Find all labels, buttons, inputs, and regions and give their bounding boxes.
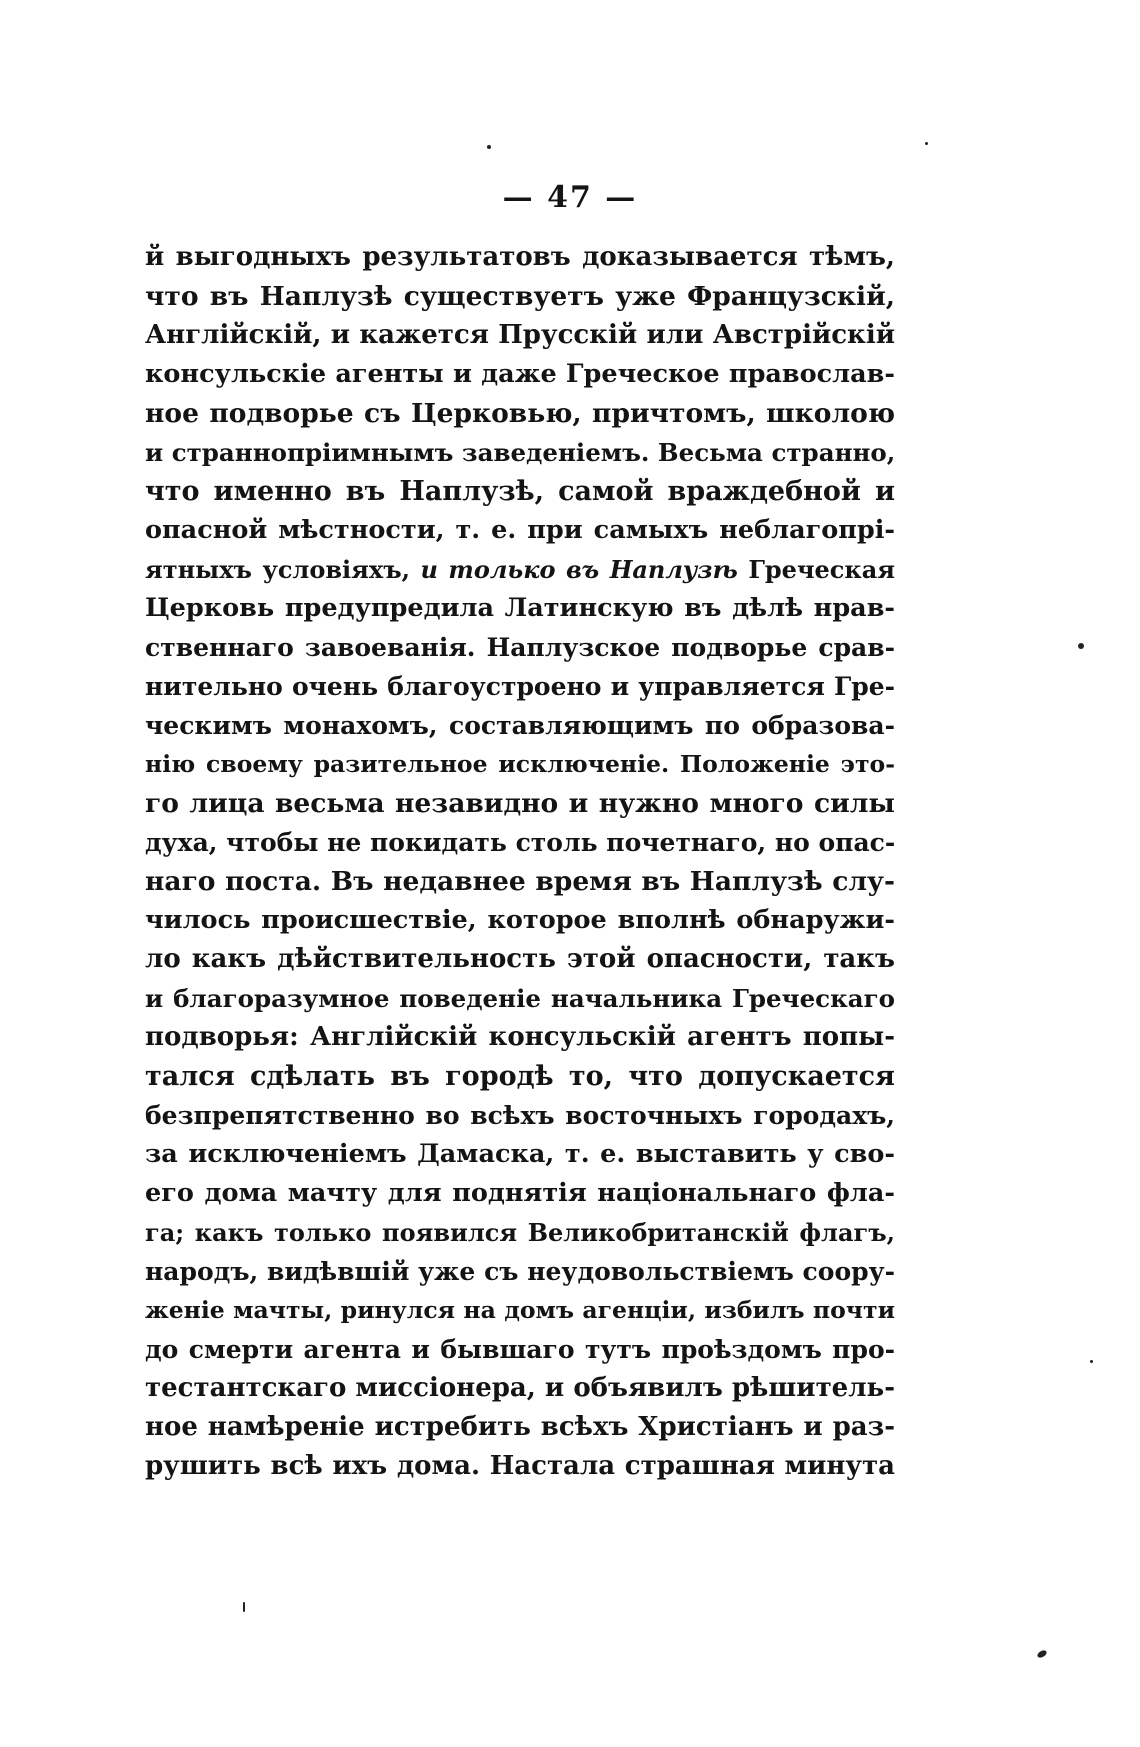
scan-speck (925, 142, 928, 145)
text-segment: Греческая (748, 555, 896, 584)
text-line: женіе мачты, ринулся на домъ агенціи, избилъ почти (145, 1296, 895, 1324)
text-line: ческимъ монахомъ, составляющимъ по образова- (145, 711, 895, 740)
text-line-mixed (145, 550, 895, 589)
body-text (145, 238, 895, 1486)
text-segment: ятныхъ условіяхъ, (145, 555, 410, 584)
text-line: нію своему разительное исключеніе. Положеніе это- (145, 750, 895, 778)
text-line: что въ Наплузѣ существуетъ уже Французскій, (145, 281, 895, 312)
text-line: го лица весьма незавидно и нужно много силы (145, 788, 895, 819)
text-line: наго поста. Въ недавнее время въ Наплузѣ слу- (145, 866, 895, 897)
text-line: духа, чтобы не покидать столь почетнаго, но опас- (145, 828, 896, 857)
text-line: й выгодныхъ результатовъ доказывается тѣмъ, (145, 242, 895, 272)
text-line: безпрепятственно во всѣхъ восточныхъ городахъ, (145, 1101, 895, 1130)
text-line: подворья: Англійскій консульскій агентъ попы- (145, 1022, 895, 1052)
text-line: тестантскаго миссіонера, и объявилъ рѣшитель- (145, 1373, 895, 1403)
scan-speck (1090, 1360, 1093, 1363)
text-line: что именно въ Наплузѣ, самой враждебной и (145, 476, 895, 507)
scan-speck (243, 1602, 245, 1612)
text-line: и страннопріимнымъ заведеніемъ. Весьма странно, (145, 438, 896, 467)
text-line: за исключеніемъ Дамаска, т. е. выставить у сво- (145, 1139, 895, 1169)
text-line: рушить всѣ ихъ дома. Настала страшная минута (145, 1451, 895, 1481)
text-line: ное подворье съ Церковью, причтомъ, школою (145, 398, 895, 429)
scan-speck (487, 145, 491, 149)
text-line: и благоразумное поведеніе начальника Греческаго (145, 984, 895, 1013)
text-line: чилось происшествіе, которое вполнѣ обнаружи- (145, 905, 895, 935)
text-line: ственнаго завоеванія. Наплузское подворье срав- (145, 633, 895, 662)
text-line: Англійскій, и кажется Прусскій или Австрійскій (145, 320, 895, 350)
text-line: ное намѣреніе истребить всѣхъ Христіанъ и раз- (145, 1412, 895, 1442)
text-line: его дома мачту для поднятія національнаго флa- (145, 1178, 895, 1208)
text-line: тался сдѣлать въ городѣ то, что допускается (145, 1061, 895, 1092)
text-line: народъ, видѣвшій уже съ неудовольствіемъ соору- (145, 1257, 895, 1286)
scan-speck (1078, 643, 1084, 649)
text-line: до смерти агента и бывшаго тутъ проѣздомъ про- (145, 1335, 895, 1364)
text-line: нительно очень благоустроено и управляется Гре- (145, 672, 895, 701)
text-line: консульскіе агенты и даже Греческое православ- (145, 359, 895, 389)
text-line: Церковь предупредила Латинскую въ дѣлѣ нрав- (145, 593, 895, 623)
text-line: га; какъ только появился Великобританскій флагъ, (145, 1218, 895, 1247)
italic-phrase: и только въ Наплузѣ (420, 555, 738, 584)
scan-speck (1036, 1649, 1048, 1659)
text-line: опасной мѣстности, т. е. при самыхъ неблагопрі- (145, 515, 895, 545)
page-number: — 47 — (502, 180, 638, 215)
text-line: ло какъ дѣйствительность этой опасности, такъ (145, 944, 895, 974)
